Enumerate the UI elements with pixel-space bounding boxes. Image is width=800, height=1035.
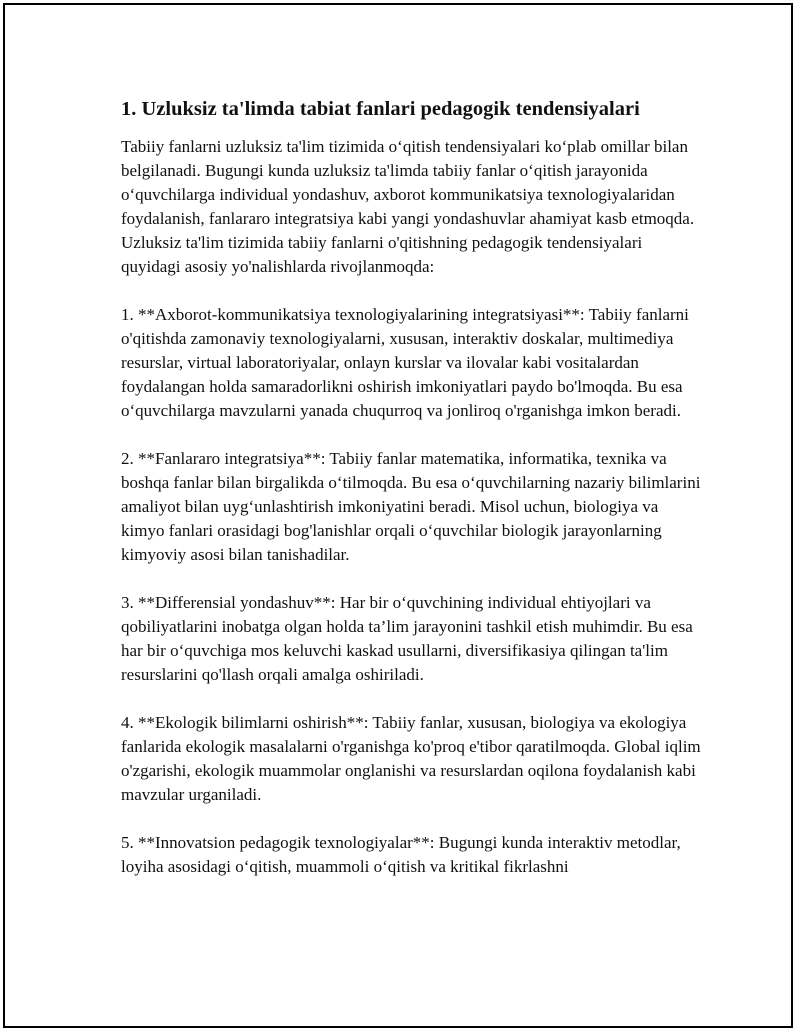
- document-page: [3, 3, 793, 1028]
- intro-paragraph: Tabiiy fanlarni uzluksiz ta'lim tizimida o‘qitish tendensiyalari ko‘plab omillar bilan belgilanadi. Bugungi kunda uzluksiz ta'limda tabiiy fanlar o‘qitish jarayonida o‘quvchilarga individual yondashuv, axborot kommunikatsiya texnologiyalaridan foydalanish, fanlararo integratsiya kabi yangi yondashuvlar ahamiyat kasb etmoqda. Uzluksiz ta'lim tizimida tabiiy fanlarni o'qitishning pedagogik tendensiyalari quyidagi asosiy yo'nalishlarda rivojlanmoqda:: [121, 137, 695, 276]
- paragraph-interdisciplinary: 2. **Fanlararo integratsiya**: Tabiiy fanlar matematika, informatika, texnika va boshqa fanlar bilan birgalikda o‘tilmoqda. Bu esa o‘quvchilarning nazariy bilimlarini amaliyot bilan uyg‘unlashtirish imkoniyatini beradi. Misol uchun, biologiya va kimyo fanlari orasidagi bog'lanishlar orqali o‘quvchilar biologik jarayonlarning kimyoviy asosi bilan tanishadilar.: [121, 449, 701, 564]
- document-body: [121, 95, 701, 903]
- paragraph-innovative-technologies: 5. **Innovatsion pedagogik texnologiyalar**: Bugungi kunda interaktiv metodlar, loyiha asosidagi o‘qitish, muammoli o‘qitish va kritikal fikrlashni: [121, 833, 681, 876]
- section-heading: 1. Uzluksiz ta'limda tabiat fanlari pedagogik tendensiyalari: [121, 98, 640, 120]
- paragraph-differential-approach: 3. **Differensial yondashuv**: Har bir o‘quvchining individual ehtiyojlari va qobiliyatlarini inobatga olgan holda ta’lim jarayonini tashkil etish muhimdir. Bu esa har bir o‘quvchiga mos keluvchi kaskad usullarni, diversifikasiya qilingan ta'lim resurslarini qo'llash orqali amalga oshiriladi.: [121, 593, 693, 684]
- paragraph-ecological-knowledge: 4. **Ekologik bilimlarni oshirish**: Tabiiy fanlar, xususan, biologiya va ekologiya fanlarida ekologik masalalarni o'rganishga ko'proq e'tibor qaratilmoqda. Global iqlim o'zgarishi, ekologik muammolar onglanishi va resurslardan oqilona foydalanish kabi mavzular urganiladi.: [121, 713, 701, 804]
- paragraph-ict-integration: 1. **Axborot-kommunikatsiya texnologiyalarining integratsiyasi**: Tabiiy fanlarni o'qitishda zamonaviy texnologiyalarni, xususan, interaktiv doskalar, multimediya resurslar, virtual laboratoriyalar, onlayn kurslar va ilovalar kabi vositalardan foydalangan holda samaradorlikni oshirish imkoniyatlari paydo bo'lmoqda. Bu esa o‘quvchilarga mavzularni yanada chuqurroq va jonliroq o'rganishga imkon beradi.: [121, 305, 689, 420]
